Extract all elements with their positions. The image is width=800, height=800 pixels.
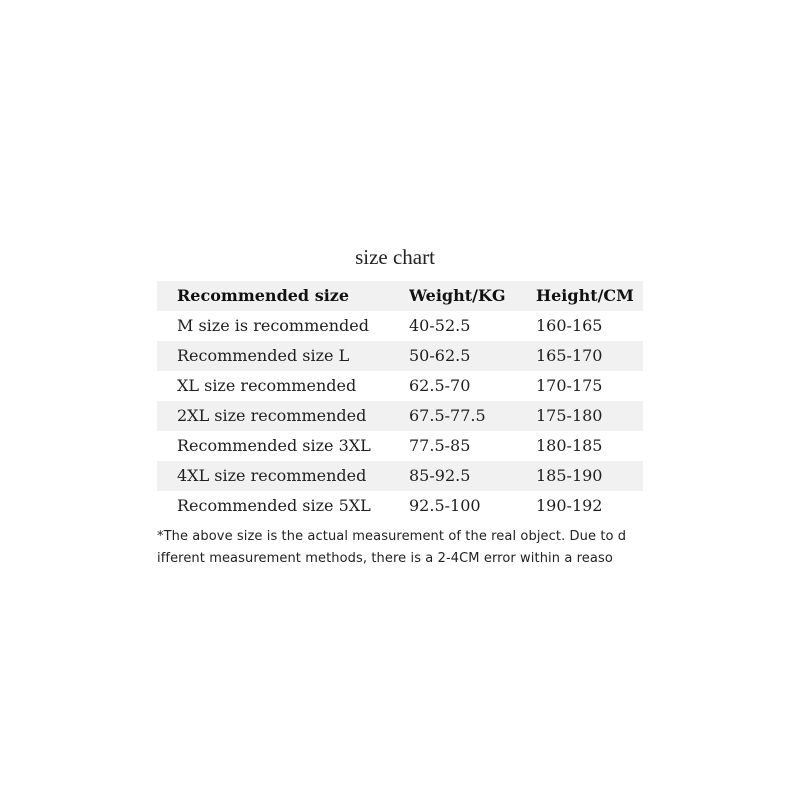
size-cell: M size is recommended	[177, 316, 369, 335]
weight-cell: 85-92.5	[409, 466, 471, 485]
weight-cell: 77.5-85	[409, 436, 471, 455]
height-cell: 180-185	[536, 436, 603, 455]
height-cell: 185-190	[536, 466, 603, 485]
column-header-weight: Weight/KG	[409, 286, 506, 305]
table-header-row	[157, 281, 643, 311]
table-row	[157, 341, 643, 371]
weight-cell: 62.5-70	[409, 376, 471, 395]
weight-cell: 50-62.5	[409, 346, 471, 365]
column-header-recommended-size: Recommended size	[177, 286, 350, 305]
size-cell: 4XL size recommended	[177, 466, 367, 485]
weight-cell: 67.5-77.5	[409, 406, 486, 425]
height-cell: 165-170	[536, 346, 603, 365]
column-header-height: Height/CM	[536, 286, 634, 305]
size-table	[157, 281, 643, 521]
table-row	[157, 401, 643, 431]
chart-title: size chart	[355, 245, 435, 269]
height-cell: 190-192	[536, 496, 603, 515]
height-cell: 170-175	[536, 376, 603, 395]
height-cell: 160-165	[536, 316, 603, 335]
table-row	[157, 431, 643, 461]
size-cell: Recommended size 3XL	[177, 436, 371, 455]
size-cell: Recommended size 5XL	[177, 496, 371, 515]
weight-cell: 92.5-100	[409, 496, 481, 515]
table-row	[157, 311, 643, 341]
measurement-note	[157, 526, 647, 570]
weight-cell: 40-52.5	[409, 316, 471, 335]
size-cell: XL size recommended	[177, 376, 357, 395]
table-row	[157, 371, 643, 401]
table-row	[157, 491, 643, 521]
note-line-2: ifferent measurement methods, there is a 2-4CM error within a reaso	[157, 551, 613, 566]
height-cell: 175-180	[536, 406, 603, 425]
size-cell: 2XL size recommended	[177, 406, 367, 425]
size-cell: Recommended size L	[177, 346, 350, 365]
note-line-1: *The above size is the actual measurement of the real object. Due to d	[157, 529, 627, 544]
table-row	[157, 461, 643, 491]
